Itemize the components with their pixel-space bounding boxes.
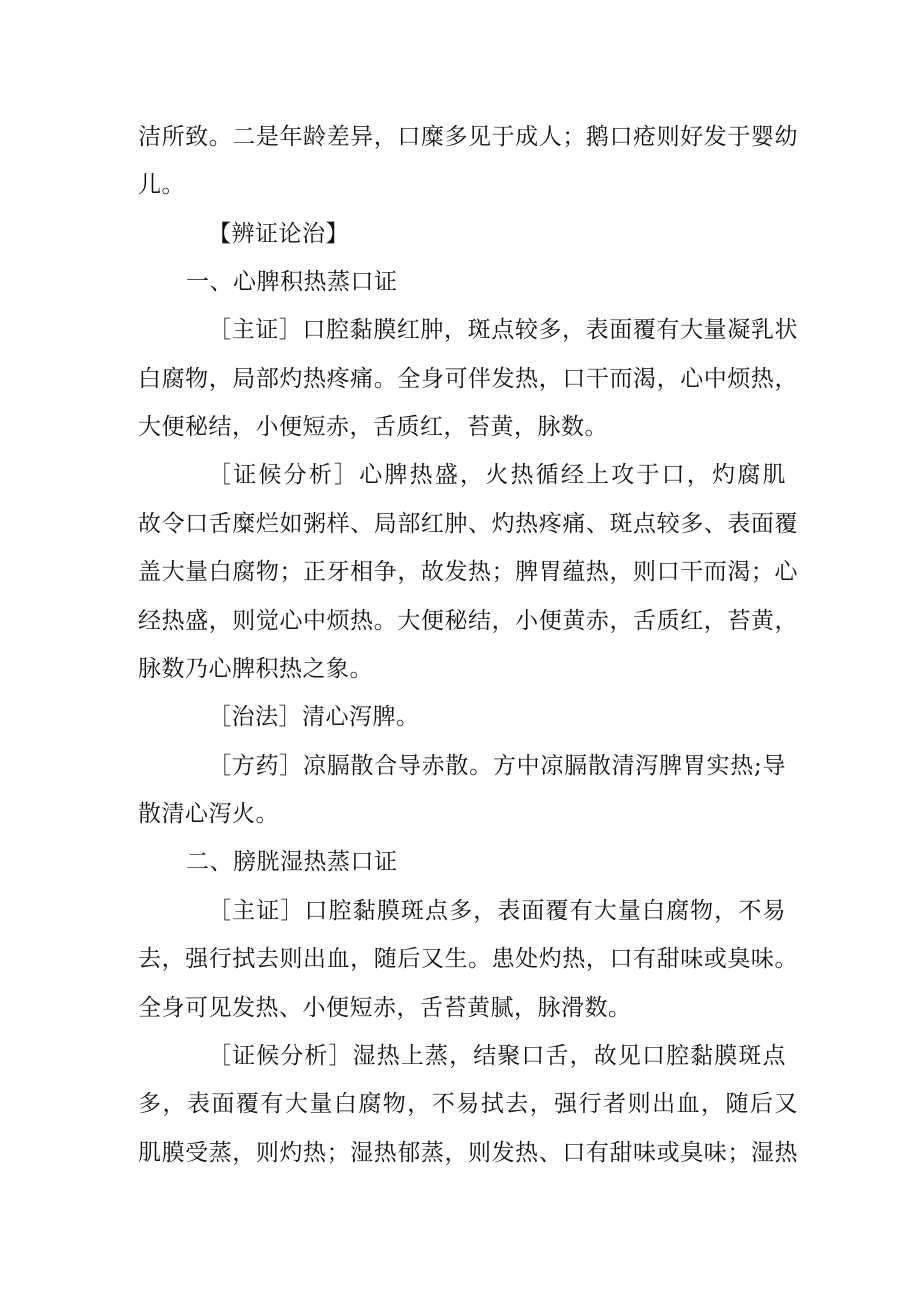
paragraph-line: 大便秘结，小便短赤，舌质红，苔黄，脉数。	[138, 414, 608, 440]
subsection-heading: 一、心脾积热蒸口证	[186, 269, 398, 295]
paragraph-line: 儿。	[138, 172, 185, 198]
section-heading: 【辨证论治】	[208, 221, 349, 247]
paragraph-line: ［方药］凉膈散合导赤散。方中凉膈散清泻脾胃实热;导	[208, 753, 786, 779]
paragraph-line: ［主证］口腔黏膜斑点多，表面覆有大量白腐物，不易	[208, 898, 786, 924]
paragraph-line: 经热盛，则觉心中烦热。大便秘结，小便黄赤，舌质红，苔黄，	[138, 608, 798, 634]
subsection-heading: 二、膀胱湿热蒸口证	[186, 849, 398, 875]
paragraph-line: ［证候分析］湿热上蒸，结聚口舌，故见口腔黏膜斑点	[208, 1043, 786, 1069]
paragraph-line: ［治法］清心泻脾。	[208, 704, 420, 730]
paragraph-line: 脉数乃心脾积热之象。	[138, 656, 373, 682]
paragraph-line: ［证候分析］心脾热盛，火热循经上攻于口，灼腐肌	[208, 462, 786, 488]
paragraph-line: 白腐物，局部灼热疼痛。全身可伴发热，口干而渴，心中烦热，	[138, 366, 798, 392]
paragraph-line: 故令口舌糜烂如粥样、局部红肿、灼热疼痛、斑点较多、表面覆	[138, 511, 798, 537]
paragraph-line: ［主证］口腔黏膜红肿，斑点较多，表面覆有大量凝乳状	[208, 317, 798, 343]
paragraph-line: 去，强行拭去则出血，随后又生。患处灼热，口有甜味或臭味。	[138, 946, 798, 972]
paragraph-line: 多，表面覆有大量白腐物，不易拭去，强行者则出血，随后又	[138, 1091, 798, 1117]
paragraph-line: 洁所致。二是年龄差异，口糜多见于成人；鹅口疮则好发于婴幼	[138, 124, 798, 150]
paragraph-line: 盖大量白腐物；正牙相争，故发热；脾胃蕴热，则口干而渴；心	[138, 559, 798, 585]
paragraph-line: 全身可见发热、小便短赤，舌苔黄腻，脉滑数。	[138, 995, 632, 1021]
paragraph-line: 肌膜受蒸，则灼热；湿热郁蒸，则发热、口有甜味或臭味；湿热	[138, 1140, 798, 1166]
paragraph-line: 散清心泻火。	[138, 801, 279, 827]
